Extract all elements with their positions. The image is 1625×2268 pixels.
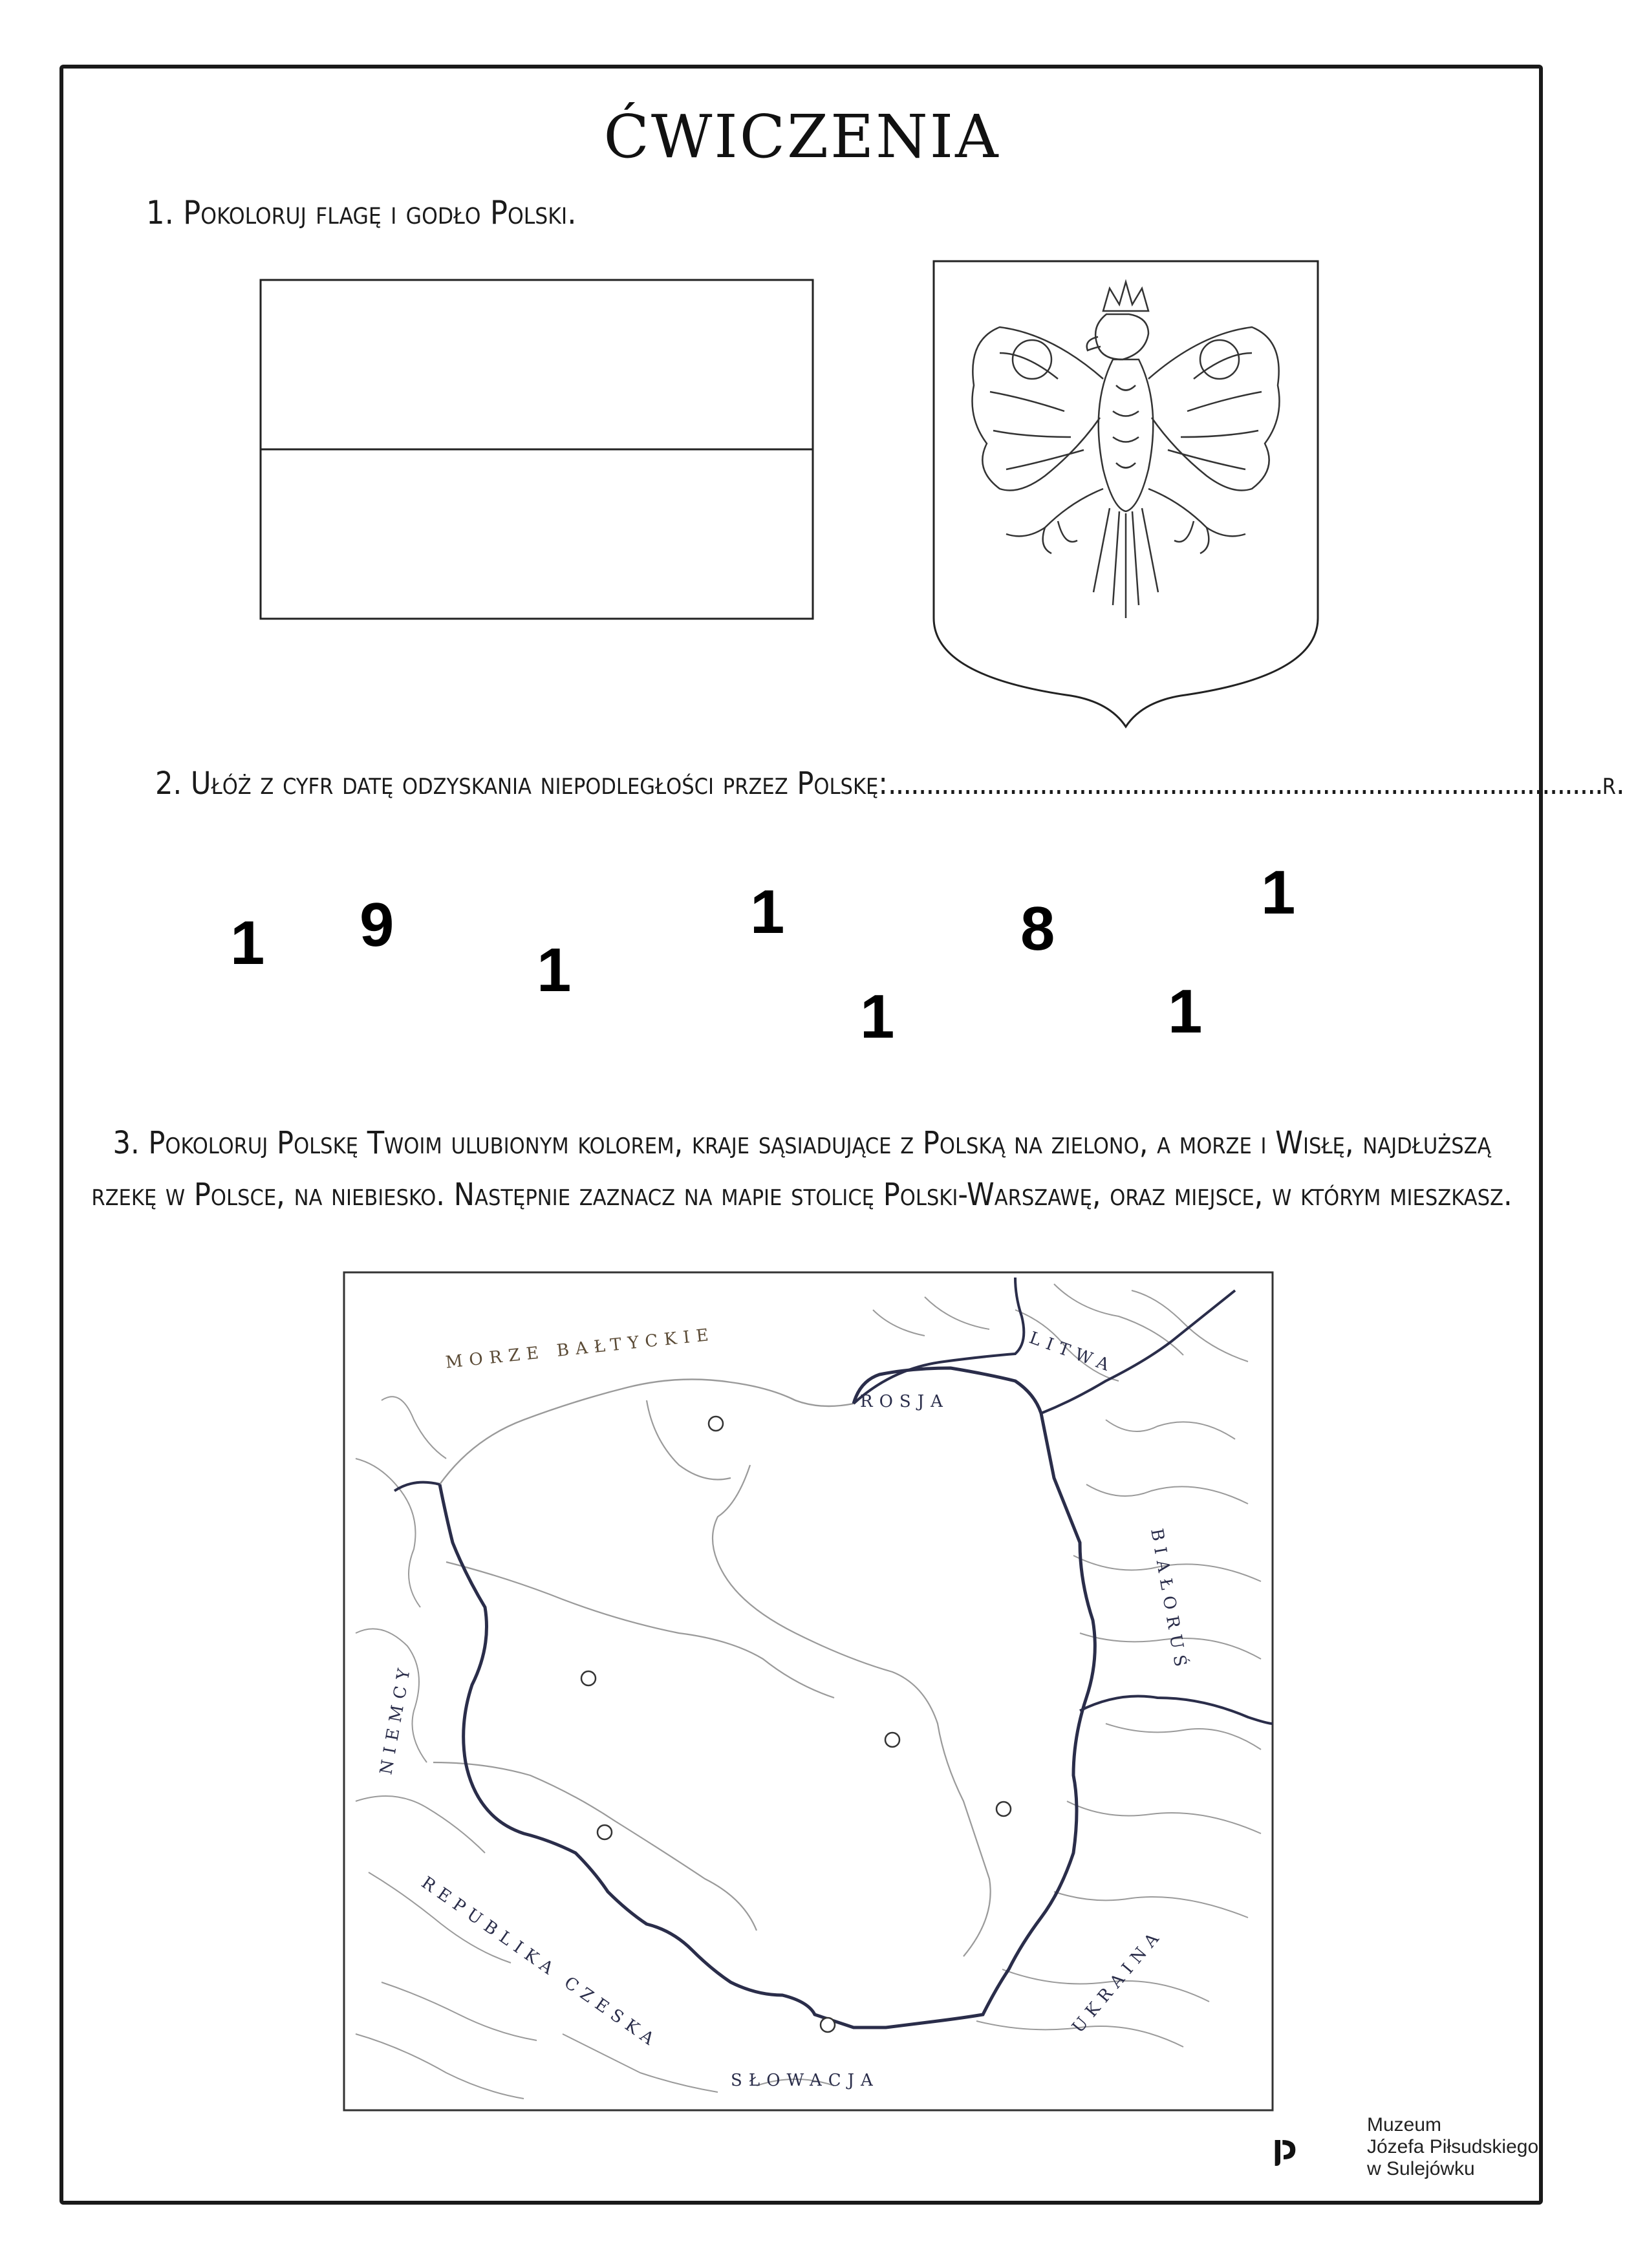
city-marker (597, 1825, 612, 1839)
task-1-instruction: 1. Pokoloruj flagę i godło Polski. (146, 194, 577, 231)
date-separator-2: . (1229, 765, 1239, 802)
map-label-ukraine: UKRAINA (1068, 1924, 1167, 2037)
date-year-blank[interactable]: ................................................ (1238, 765, 1602, 802)
flag-bottom-stripe (261, 449, 813, 619)
poland-map[interactable] (343, 1271, 1274, 2112)
flag-top-stripe (261, 280, 813, 449)
map-label-sea: MORZE BAŁTYCKIE (444, 1325, 716, 1373)
logo-line-2: Józefa Piłsudskiego (1367, 2136, 1539, 2157)
poland-rivers (433, 1400, 991, 1956)
digit-tile[interactable]: 1 (230, 908, 265, 978)
poland-coastline (440, 1380, 854, 1485)
map-label-lithuania: LITWA (1026, 1328, 1118, 1378)
eagle-emblem-icon[interactable] (929, 256, 1323, 728)
task-3-instruction-line-1: 3. Pokoloruj Polskę Twoim ulubionym kolorem, kraje sąsiadujące z Polską na zielono, a morze i Wisłę, najdłuższą (113, 1125, 1491, 1161)
city-marker (709, 1417, 723, 1431)
task-3-instruction-line-2: rzekę w Polsce, na niebiesko. Następnie zaznacz na mapie stolicę Polski-Warszawę, oraz miejsce, w którym mieszkasz. (91, 1177, 1512, 1213)
logo-line-1: Muzeum (1367, 2114, 1442, 2135)
date-month-blank[interactable]: ...................... (1063, 765, 1230, 802)
digit-tile[interactable]: 1 (1261, 858, 1296, 927)
task-2-text: 2. Ułóż z cyfr datę odzyskania niepodległości przez Polskę: (155, 765, 888, 802)
city-marker (821, 2018, 835, 2032)
city-marker (581, 1671, 596, 1685)
city-marker (885, 1733, 899, 1747)
digit-tile[interactable]: 8 (1020, 894, 1055, 963)
digit-tile[interactable]: 1 (1168, 977, 1203, 1046)
poland-border (440, 1368, 1095, 2027)
task-2-instruction (155, 765, 1625, 802)
city-markers[interactable] (581, 1417, 1011, 2032)
map-label-czech: REPUBLIKA CZESKA (417, 1873, 663, 2053)
digit-tile[interactable]: 1 (750, 877, 785, 947)
map-label-slovakia: SŁOWACJA (731, 2071, 879, 2090)
museum-name (1367, 2114, 1538, 2180)
logo-line-3: w Sulejówku (1367, 2158, 1475, 2179)
digit-tile[interactable]: 9 (360, 890, 394, 959)
date-suffix: r. (1602, 765, 1625, 802)
city-marker (996, 1802, 1011, 1816)
museum-logo-icon (1274, 2108, 1364, 2198)
date-separator-1: . (1054, 765, 1064, 802)
map-label-germany: NIEMCY (376, 1660, 416, 1777)
flag-outline[interactable] (259, 278, 815, 621)
page-title: ĆWICZENIA (603, 102, 1000, 171)
map-label-russia: ROSJA (860, 1392, 949, 1411)
map-label-belarus: BIAŁORUŚ (1146, 1527, 1191, 1674)
date-day-blank[interactable]: ...................... (887, 765, 1055, 802)
digit-tile[interactable]: 1 (537, 936, 572, 1005)
digit-tile[interactable]: 1 (860, 982, 895, 1051)
